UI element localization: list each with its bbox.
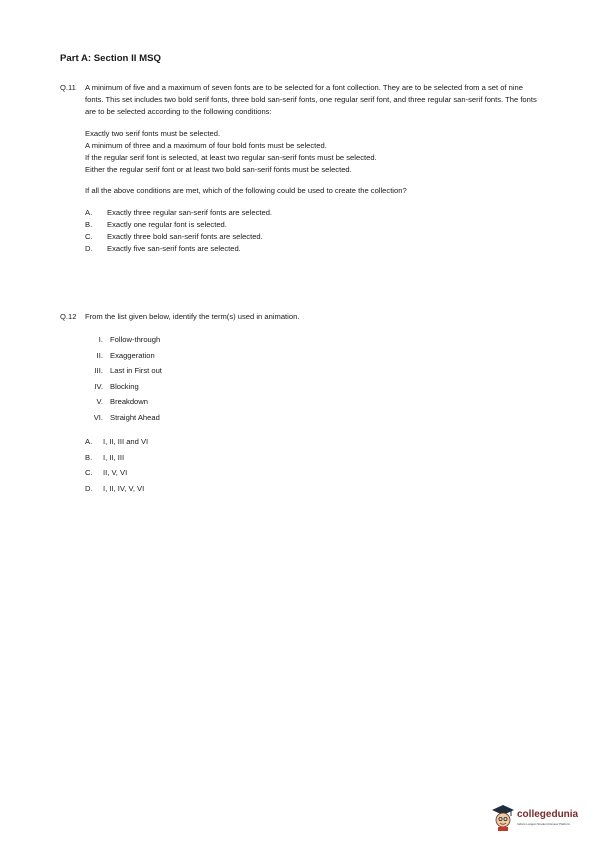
term-text: Exaggeration (110, 350, 155, 360)
question-prompt: From the list given below, identify the term(s) used in animation. (85, 312, 300, 321)
term-number: IV. (94, 381, 103, 391)
question-intro: A minimum of five and a maximum of seven fonts are to be selected for a font collection. They are to be selected from a set of nine fonts. This set includes two bold serif fonts, three bold san-serif fonts, one regular serif font, and three regular san-serif fonts. The fonts are to be selected according to the following conditions: (85, 83, 537, 117)
collegedunia-logo (491, 803, 579, 833)
condition-3: If the regular serif font is selected, at least two regular san-serif fonts must be selected. (85, 153, 377, 163)
option-text: Exactly three regular san-serif fonts are selected. (107, 207, 273, 217)
question-number: Q.12 (60, 312, 77, 321)
option-text: I, II, III and VI (103, 437, 149, 447)
term-text: Last in First out (110, 366, 162, 376)
option-text: I, II, III (103, 452, 125, 462)
term-item (85, 410, 540, 426)
option-letter: A. (85, 207, 93, 217)
question-body (85, 82, 540, 255)
question-body (85, 311, 540, 496)
term-text: Blocking (110, 381, 139, 391)
term-number: I. (98, 335, 103, 345)
term-text: Follow-through (110, 335, 161, 345)
term-number: III. (94, 366, 103, 376)
term-item (85, 363, 540, 379)
term-item (85, 332, 540, 348)
option-text: Exactly three bold san-serif fonts are selected. (107, 232, 263, 242)
term-number: II. (96, 350, 103, 360)
option-letter: A. (85, 437, 93, 447)
answer-options (85, 434, 540, 496)
option-text: I, II, IV, V, VI (103, 483, 145, 493)
term-number: VI. (93, 412, 103, 422)
question-number: Q.11 (60, 83, 76, 92)
term-text: Breakdown (110, 397, 148, 407)
option-letter: D. (85, 244, 93, 254)
option-c (85, 231, 540, 243)
term-item (85, 348, 540, 364)
term-text: Straight Ahead (110, 412, 160, 422)
option-text: Exactly one regular font is selected. (107, 219, 227, 229)
option-b (85, 450, 540, 466)
option-letter: C. (85, 232, 93, 242)
term-item (85, 379, 540, 395)
option-a (85, 434, 540, 450)
option-c (85, 465, 540, 481)
condition-1: Exactly two serif fonts must be selected. (85, 128, 221, 138)
option-text: Exactly five san-serif fonts are selected. (107, 244, 241, 254)
question-prompt: If all the above conditions are met, which of the following could be used to create the collection? (85, 186, 407, 196)
option-text: II, V, VI (103, 468, 128, 478)
question-11 (60, 82, 540, 255)
question-12 (60, 311, 540, 496)
condition-2: A minimum of three and a maximum of four bold fonts must be selected. (85, 140, 327, 150)
option-letter: C. (85, 468, 93, 478)
option-a (85, 207, 540, 219)
option-d (85, 481, 540, 497)
term-list (85, 332, 540, 425)
option-letter: D. (85, 483, 93, 493)
term-item (85, 394, 540, 410)
term-number: V. (96, 397, 103, 407)
brand-tagline: India's Largest Student Review Platform (517, 822, 571, 826)
option-letter: B. (85, 452, 93, 462)
graduate-mascot-icon (491, 803, 515, 831)
option-d (85, 243, 540, 255)
brand-name: collegedunia (517, 809, 579, 820)
condition-4: Either the regular serif font or at least two bold san-serif fonts must be selected. (85, 165, 352, 175)
option-letter: B. (85, 219, 93, 229)
option-b (85, 219, 540, 231)
section-title: Part A: Section II MSQ (60, 53, 161, 64)
